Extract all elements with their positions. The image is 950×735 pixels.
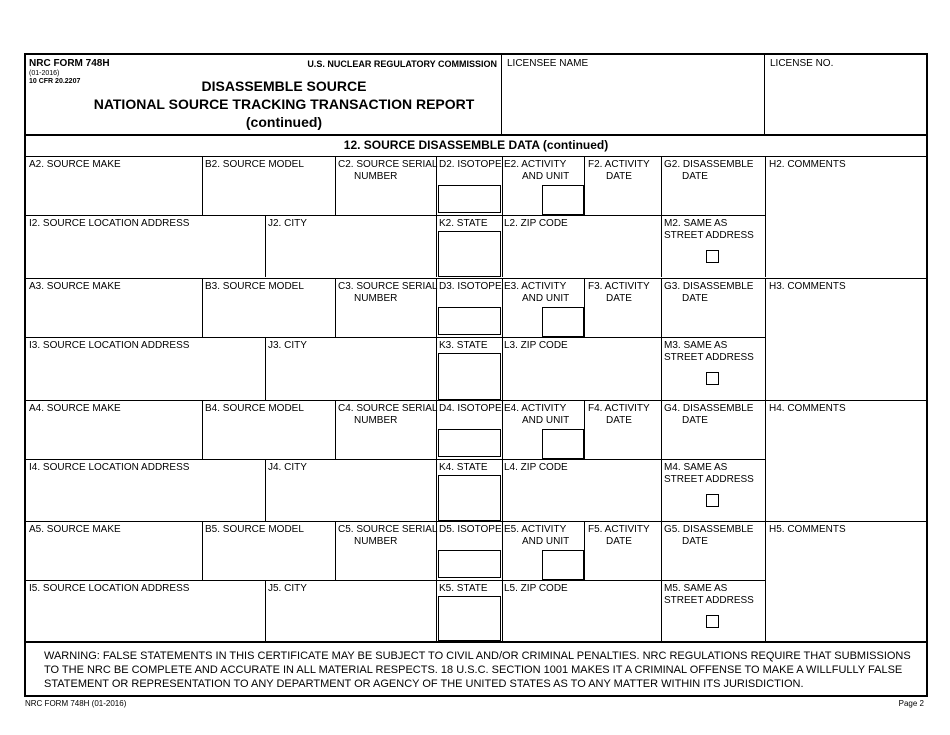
row-divider <box>26 580 765 581</box>
state-input[interactable] <box>438 231 501 277</box>
row-divider <box>26 459 765 460</box>
cell-border <box>661 521 662 580</box>
comments-label: H2. COMMENTS <box>769 159 846 170</box>
cell-border <box>436 459 437 521</box>
cell-border <box>661 337 662 400</box>
cell-border <box>202 400 203 459</box>
form-number: NRC FORM 748H <box>29 58 110 69</box>
activity-label: E4. ACTIVITY <box>504 403 567 414</box>
same-as-label: M2. SAME AS <box>664 218 728 229</box>
disassemble-date-label-2: DATE <box>682 293 708 304</box>
warning-text: WARNING: FALSE STATEMENTS IN THIS CERTIFICATE MAY BE SUBJECT TO CIVIL AND/OR CRIMINAL PENALTIES. NRC REGULATIONS REQUIRE THAT SUBMISSIONS TO THE NRC BE COMPLETE AND ACCURATE IN ALL MATERIAL RESPECTS. 18 U.S.C. SECTION 1001 MAKES IT A CRIMINAL OFFENSE TO MAKE A WILLFULLY FALSE STATEMENT OR REPRESENTATION TO ANY DEPARTMENT OR AGENCY OF THE UNITED STATES AS TO ANY MATTER WITHIN ITS JURISDICTION. <box>44 650 911 690</box>
cell-border <box>661 459 662 521</box>
source-serial-label: C4. SOURCE SERIAL <box>338 403 438 414</box>
source-serial-label-2: NUMBER <box>354 415 398 426</box>
isotope-input[interactable] <box>438 185 501 213</box>
activity-date-label-2: DATE <box>606 293 632 304</box>
comments-label: H5. COMMENTS <box>769 524 846 535</box>
source-serial-label-2: NUMBER <box>354 536 398 547</box>
cell-border <box>765 580 766 641</box>
isotope-label: D3. ISOTOPE <box>439 281 502 292</box>
cell-border <box>661 278 662 337</box>
activity-label-2: AND UNIT <box>522 536 570 547</box>
license-number-label: LICENSE NO. <box>770 58 834 69</box>
isotope-input[interactable] <box>438 550 501 578</box>
isotope-label: D5. ISOTOPE <box>439 524 502 535</box>
cell-border <box>502 215 503 277</box>
disassemble-date-label: G4. DISASSEMBLE <box>664 403 754 414</box>
source-model-label: B5. SOURCE MODEL <box>205 524 304 535</box>
location-address-label: I3. SOURCE LOCATION ADDRESS <box>29 340 190 351</box>
cell-border <box>436 215 437 277</box>
warning-divider <box>26 641 926 643</box>
same-as-street-address-checkbox[interactable] <box>706 494 719 507</box>
activity-label-2: AND UNIT <box>522 415 570 426</box>
activity-label-2: AND UNIT <box>522 171 570 182</box>
activity-unit-input[interactable] <box>542 185 584 215</box>
cell-border <box>765 400 766 459</box>
source-make-label: A3. SOURCE MAKE <box>29 281 121 292</box>
street-address-label: STREET ADDRESS <box>664 352 754 363</box>
state-label: K3. STATE <box>439 340 488 351</box>
location-address-label: I2. SOURCE LOCATION ADDRESS <box>29 218 190 229</box>
cell-border <box>502 400 503 459</box>
disassemble-date-label: G3. DISASSEMBLE <box>664 281 754 292</box>
group-divider <box>26 278 926 279</box>
state-label: K2. STATE <box>439 218 488 229</box>
cell-border <box>436 337 437 400</box>
same-as-label: M4. SAME AS <box>664 462 728 473</box>
same-as-label: M3. SAME AS <box>664 340 728 351</box>
activity-date-label-2: DATE <box>606 415 632 426</box>
cell-border <box>265 580 266 641</box>
disassemble-date-label-2: DATE <box>682 536 708 547</box>
cell-border <box>584 156 585 215</box>
isotope-label: D4. ISOTOPE <box>439 403 502 414</box>
form-header <box>26 55 502 134</box>
same-as-label: M5. SAME AS <box>664 583 728 594</box>
footer-page-number: Page 2 <box>898 699 924 708</box>
activity-date-label: F3. ACTIVITY <box>588 281 650 292</box>
row-divider <box>26 337 765 338</box>
activity-unit-input[interactable] <box>542 307 584 337</box>
source-make-label: A5. SOURCE MAKE <box>29 524 121 535</box>
licensee-name-field[interactable] <box>502 55 765 134</box>
same-as-street-address-checkbox[interactable] <box>706 250 719 263</box>
cell-border <box>661 400 662 459</box>
zip-code-label: L2. ZIP CODE <box>504 218 568 229</box>
cell-border <box>335 400 336 459</box>
state-input[interactable] <box>438 353 501 400</box>
street-address-label: STREET ADDRESS <box>664 595 754 606</box>
cell-border <box>502 156 503 215</box>
source-make-label: A2. SOURCE MAKE <box>29 159 121 170</box>
cell-border <box>765 278 766 337</box>
form-frame <box>24 53 928 697</box>
source-model-label: B2. SOURCE MODEL <box>205 159 304 170</box>
cell-border <box>765 521 766 580</box>
zip-code-label: L4. ZIP CODE <box>504 462 568 473</box>
activity-date-label: F5. ACTIVITY <box>588 524 650 535</box>
city-label: J4. CITY <box>268 462 307 473</box>
cell-border <box>265 459 266 521</box>
activity-date-label-2: DATE <box>606 536 632 547</box>
cell-border <box>335 278 336 337</box>
group-divider <box>26 400 926 401</box>
source-serial-label: C3. SOURCE SERIAL <box>338 281 438 292</box>
disassemble-date-label-2: DATE <box>682 415 708 426</box>
section-title: 12. SOURCE DISASSEMBLE DATA (continued) <box>343 138 609 152</box>
street-address-label: STREET ADDRESS <box>664 474 754 485</box>
source-serial-label-2: NUMBER <box>354 293 398 304</box>
cell-border <box>202 521 203 580</box>
cell-border <box>765 337 766 400</box>
cell-border <box>265 215 266 277</box>
street-address-label: STREET ADDRESS <box>664 230 754 241</box>
isotope-label: D2. ISOTOPE <box>439 159 502 170</box>
disassemble-date-label-2: DATE <box>682 171 708 182</box>
zip-code-label: L5. ZIP CODE <box>504 583 568 594</box>
source-make-label: A4. SOURCE MAKE <box>29 403 121 414</box>
cell-border <box>436 580 437 641</box>
activity-label: E2. ACTIVITY <box>504 159 567 170</box>
state-label: K5. STATE <box>439 583 488 594</box>
cell-border <box>265 337 266 400</box>
activity-date-label: F4. ACTIVITY <box>588 403 650 414</box>
same-as-street-address-checkbox[interactable] <box>706 372 719 385</box>
isotope-input[interactable] <box>438 307 501 335</box>
form-date: (01-2016) <box>29 70 60 77</box>
state-label: K4. STATE <box>439 462 488 473</box>
disassemble-date-label: G5. DISASSEMBLE <box>664 524 754 535</box>
activity-date-label-2: DATE <box>606 171 632 182</box>
cell-border <box>661 156 662 215</box>
header-divider <box>26 134 926 136</box>
city-label: J3. CITY <box>268 340 307 351</box>
cell-border <box>661 215 662 277</box>
footer-form-id: NRC FORM 748H (01-2016) <box>25 699 127 708</box>
cell-border <box>502 278 503 337</box>
state-input[interactable] <box>438 596 501 641</box>
zip-code-label: L3. ZIP CODE <box>504 340 568 351</box>
activity-date-label: F2. ACTIVITY <box>588 159 650 170</box>
cell-border <box>202 156 203 215</box>
cell-border <box>584 278 585 337</box>
isotope-input[interactable] <box>438 429 501 457</box>
comments-label: H3. COMMENTS <box>769 281 846 292</box>
cell-border <box>202 278 203 337</box>
source-model-label: B3. SOURCE MODEL <box>205 281 304 292</box>
section-divider <box>26 156 926 157</box>
cell-border <box>335 521 336 580</box>
cell-border <box>502 337 503 400</box>
activity-label-2: AND UNIT <box>522 293 570 304</box>
licensee-name-label: LICENSEE NAME <box>507 58 589 69</box>
same-as-street-address-checkbox[interactable] <box>706 615 719 628</box>
cell-border <box>335 156 336 215</box>
activity-label: E5. ACTIVITY <box>504 524 567 535</box>
cell-border <box>502 521 503 580</box>
comments-label: H4. COMMENTS <box>769 403 846 414</box>
cell-border <box>661 580 662 641</box>
form-title-line1: DISASSEMBLE SOURCE <box>201 78 367 94</box>
cell-border <box>502 459 503 521</box>
location-address-label: I4. SOURCE LOCATION ADDRESS <box>29 462 190 473</box>
license-number-field[interactable] <box>765 55 926 134</box>
form-title-line2: NATIONAL SOURCE TRACKING TRANSACTION REPORT <box>93 96 475 112</box>
city-label: J5. CITY <box>268 583 307 594</box>
city-label: J2. CITY <box>268 218 307 229</box>
group-divider <box>26 521 926 522</box>
row-divider <box>26 215 765 216</box>
agency-name: U.S. NUCLEAR REGULATORY COMMISSION <box>307 59 497 69</box>
activity-unit-input[interactable] <box>542 429 584 459</box>
activity-unit-input[interactable] <box>542 550 584 580</box>
disassemble-date-label: G2. DISASSEMBLE <box>664 159 754 170</box>
form-title-line3: (continued) <box>245 114 323 130</box>
cell-border <box>765 156 766 215</box>
cell-border <box>765 459 766 521</box>
cell-border <box>584 521 585 580</box>
location-address-label: I5. SOURCE LOCATION ADDRESS <box>29 583 190 594</box>
source-serial-label: C2. SOURCE SERIAL <box>338 159 438 170</box>
source-serial-label-2: NUMBER <box>354 171 398 182</box>
activity-label: E3. ACTIVITY <box>504 281 567 292</box>
source-model-label: B4. SOURCE MODEL <box>205 403 304 414</box>
cell-border <box>765 215 766 277</box>
cell-border <box>584 400 585 459</box>
state-input[interactable] <box>438 475 501 521</box>
source-serial-label: C5. SOURCE SERIAL <box>338 524 438 535</box>
cell-border <box>502 580 503 641</box>
cfr-reference: 10 CFR 20.2207 <box>29 78 81 85</box>
